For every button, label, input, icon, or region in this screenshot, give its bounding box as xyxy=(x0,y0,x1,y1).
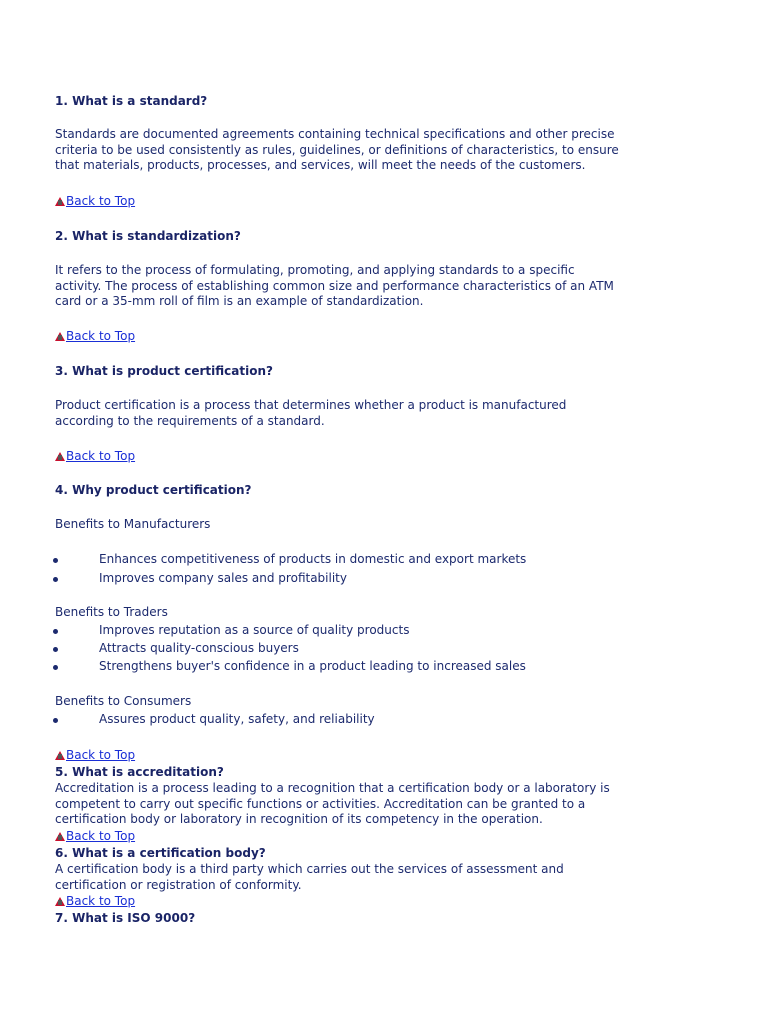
back-to-top-link[interactable]: Back to Top xyxy=(66,894,136,908)
answer-2 xyxy=(55,263,614,310)
up-arrow-icon xyxy=(55,197,65,206)
benefits-traders-heading: Benefits to Traders xyxy=(55,605,168,619)
list-item: Improves reputation as a source of quality products xyxy=(77,623,409,637)
answer-1-line: Standards are documented agreements containing technical specifications and other precise xyxy=(55,127,615,141)
answer-6-line: A certification body is a third party which carries out the services of assessment and xyxy=(55,862,564,876)
back-to-top-link[interactable]: Back to Top xyxy=(66,329,136,343)
answer-5 xyxy=(55,781,610,828)
answer-5-line: Accreditation is a process leading to a recognition that a certification body or a laboratory is xyxy=(55,781,610,795)
list-item: Assures product quality, safety, and reliability xyxy=(77,712,375,726)
back-to-top-6[interactable] xyxy=(55,894,135,908)
answer-5-line: certification body or laboratory in recognition of its competency in the operation. xyxy=(55,812,543,826)
up-arrow-icon xyxy=(55,332,65,341)
benefits-consumers-heading: Benefits to Consumers xyxy=(55,694,192,708)
answer-3-line: according to the requirements of a standard. xyxy=(55,413,325,428)
question-2-title: 2. What is standardization? xyxy=(55,229,241,243)
answer-6 xyxy=(55,862,564,893)
up-arrow-icon xyxy=(55,452,65,461)
answer-2-line: card or a 35-mm roll of film is an example of standardization. xyxy=(55,294,424,308)
back-to-top-4[interactable] xyxy=(55,748,135,762)
answer-5-line: competent to carry out specific functions or activities. Accreditation can be granted to a xyxy=(55,796,586,811)
back-to-top-link[interactable]: Back to Top xyxy=(66,449,136,463)
list-item: Strengthens buyer's confidence in a product leading to increased sales xyxy=(77,659,526,673)
answer-6-line: certification or registration of conformity. xyxy=(55,877,302,892)
question-1-title: 1. What is a standard? xyxy=(55,94,208,108)
back-to-top-1[interactable] xyxy=(55,194,135,208)
answer-1 xyxy=(55,127,619,174)
question-4-title: 4. Why product certification? xyxy=(55,483,252,497)
answer-2-line: It refers to the process of formulating, promoting, and applying standards to a specific xyxy=(55,263,575,277)
list-item: Enhances competitiveness of products in domestic and export markets xyxy=(77,552,526,566)
up-arrow-icon xyxy=(55,832,65,841)
back-to-top-3[interactable] xyxy=(55,449,135,463)
list-item: Attracts quality-conscious buyers xyxy=(77,641,299,655)
up-arrow-icon xyxy=(55,751,65,760)
back-to-top-link[interactable]: Back to Top xyxy=(66,748,136,762)
back-to-top-link[interactable]: Back to Top xyxy=(66,829,136,843)
back-to-top-5[interactable] xyxy=(55,829,135,843)
list-item: Improves company sales and profitability xyxy=(77,571,347,585)
answer-1-line: that materials, products, processes, and services, will meet the needs of the customers. xyxy=(55,158,586,172)
question-6-title: 6. What is a certification body? xyxy=(55,846,266,860)
question-5-title: 5. What is accreditation? xyxy=(55,765,224,779)
benefits-manufacturers-heading: Benefits to Manufacturers xyxy=(55,517,211,531)
answer-3-line: Product certification is a process that determines whether a product is manufactured xyxy=(55,398,567,412)
answer-3 xyxy=(55,398,566,429)
question-3-title: 3. What is product certification? xyxy=(55,364,273,378)
answer-1-line: criteria to be used consistently as rules, guidelines, or definitions of characteristics, to ensure xyxy=(55,142,619,157)
question-7-title: 7. What is ISO 9000? xyxy=(55,911,196,925)
up-arrow-icon xyxy=(55,897,65,906)
answer-2-line: activity. The process of establishing common size and performance characteristics of an ATM xyxy=(55,278,614,293)
back-to-top-link[interactable]: Back to Top xyxy=(66,194,136,208)
back-to-top-2[interactable] xyxy=(55,329,135,343)
